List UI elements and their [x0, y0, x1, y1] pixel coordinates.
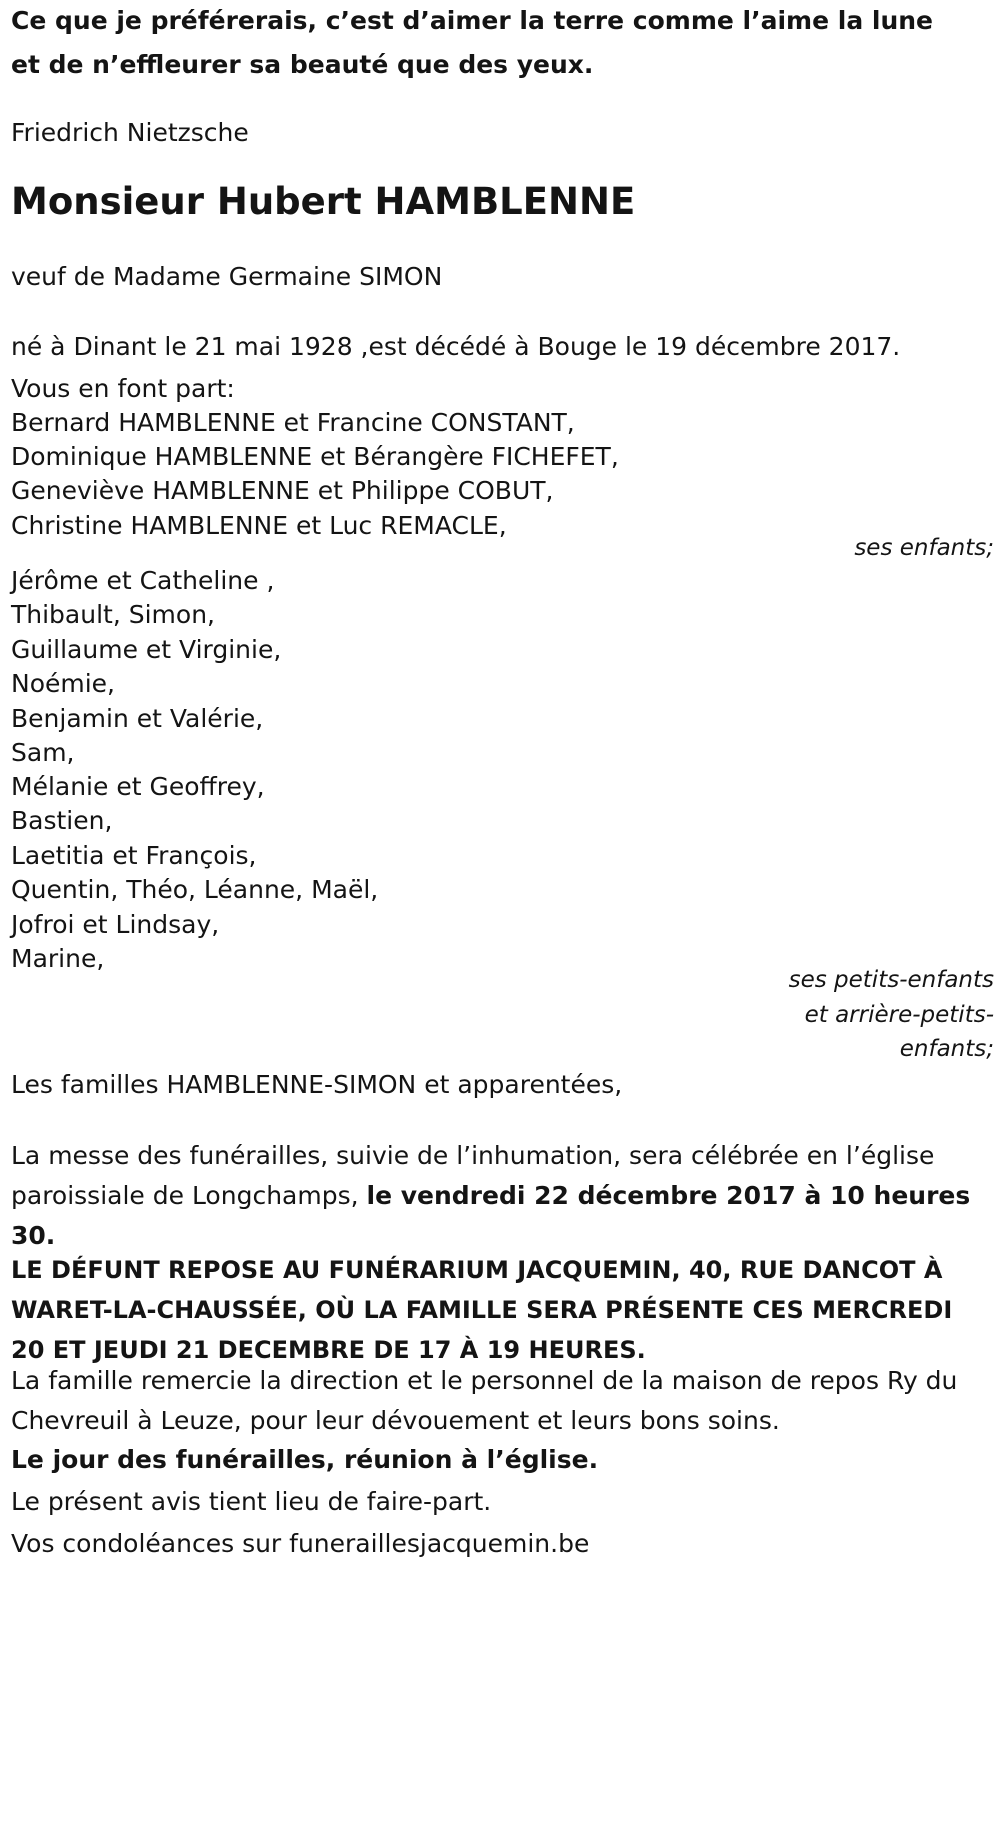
grandchild-entry: Mélanie et Geoffrey,: [11, 772, 265, 801]
child-entry: Dominique HAMBLENNE et Bérangère FICHEFET,: [11, 442, 619, 471]
birth-death-line: né à Dinant le 21 mai 1928 ,est décédé à Bouge le 19 décembre 2017.: [11, 332, 901, 361]
grandchild-entry: Sam,: [11, 738, 75, 767]
quote-author: Friedrich Nietzsche: [11, 118, 249, 147]
grandchild-entry: Noémie,: [11, 669, 116, 698]
quote-line-1: Ce que je préférerais, c’est d’aimer la terre comme l’aime la lune: [11, 6, 934, 35]
child-entry: Geneviève HAMBLENNE et Philippe COBUT,: [11, 476, 554, 505]
notice-line: Le présent avis tient lieu de faire-part.: [11, 1487, 492, 1516]
meeting-line: Le jour des funérailles, réunion à l’église.: [11, 1445, 599, 1474]
grandchildren-label-1: ses petits-enfants: [788, 967, 994, 993]
grandchildren-label-2: et arrière-petits-: [804, 1002, 994, 1028]
quote-line-2: et de n’effleurer sa beauté que des yeux.: [11, 50, 594, 79]
repose-notice: LE DÉFUNT REPOSE AU FUNÉRARIUM JACQUEMIN, 40, RUE DANCOT À WARET-LA-CHAUSSÉE, OÙ LA FAMILLE SERA PRÉSENTE CES MERCREDI 20 ET JEUDI 21 DECEMBRE DE 17 À 19 HEURES.: [11, 1256, 953, 1364]
grandchild-entry: Laetitia et François,: [11, 841, 257, 870]
widower-line: veuf de Madame Germaine SIMON: [11, 262, 443, 291]
grandchild-entry: Bastien,: [11, 806, 113, 835]
announce-intro: Vous en font part:: [11, 374, 235, 403]
grandchild-entry: Benjamin et Valérie,: [11, 704, 264, 733]
grandchild-entry: Quentin, Théo, Léanne, Maël,: [11, 875, 379, 904]
condolences-line: Vos condoléances sur funeraillesjacquemin.be: [11, 1529, 590, 1558]
child-entry: Bernard HAMBLENNE et Francine CONSTANT,: [11, 408, 575, 437]
child-entry: Christine HAMBLENNE et Luc REMACLE,: [11, 511, 507, 540]
grandchild-entry: Marine,: [11, 944, 105, 973]
grandchild-entry: Thibault, Simon,: [11, 600, 215, 629]
grandchild-entry: Guillaume et Virginie,: [11, 635, 282, 664]
deceased-name: Monsieur Hubert HAMBLENNE: [11, 180, 636, 223]
mass-date: le vendredi 22 décembre 2017 à 10 heures 30.: [11, 1181, 971, 1250]
grandchild-entry: Jérôme et Catheline ,: [11, 566, 275, 595]
mass-text: La messe des funérailles, suivie de l’inhumation, sera célébrée en l’église paroissiale de Longchamps,: [11, 1141, 935, 1210]
grandchildren-label-3: enfants;: [899, 1036, 994, 1062]
mass-paragraph: [11, 1136, 991, 1256]
children-label: ses enfants;: [854, 535, 994, 561]
thanks-paragraph: La famille remercie la direction et le personnel de la maison de repos Ry du Chevreuil à Leuze, pour leur dévouement et leurs bons soins.: [11, 1366, 958, 1435]
families-line: Les familles HAMBLENNE-SIMON et apparentées,: [11, 1070, 623, 1099]
grandchild-entry: Jofroi et Lindsay,: [11, 910, 220, 939]
